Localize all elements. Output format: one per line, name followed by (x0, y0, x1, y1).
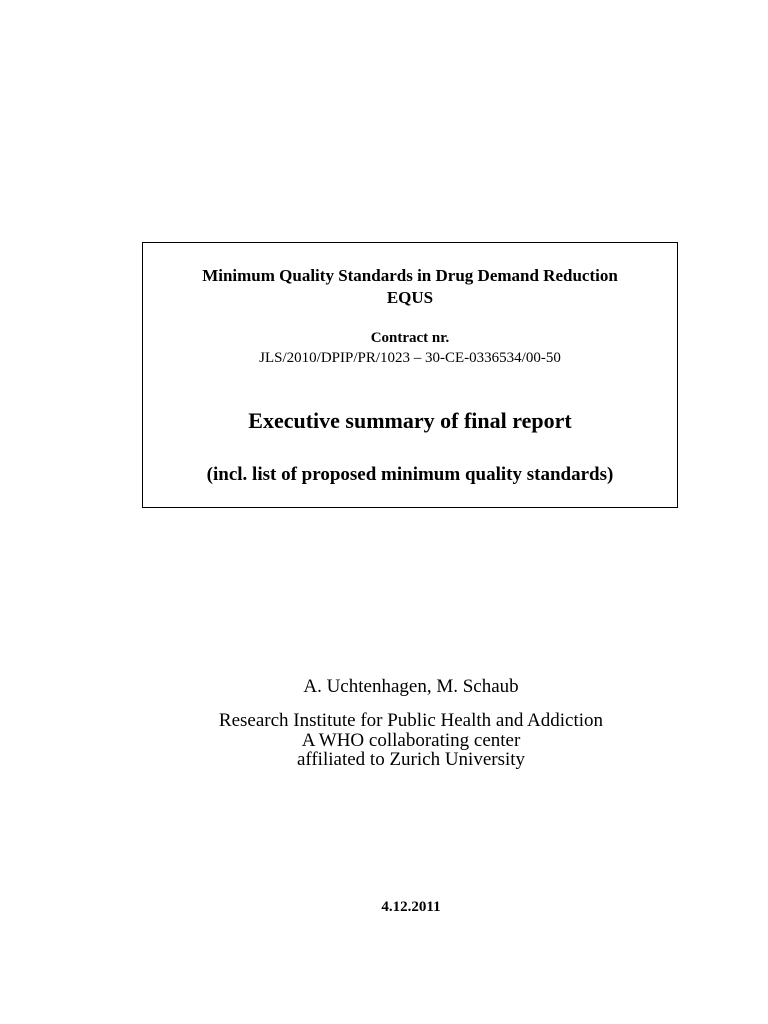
report-date: 4.12.2011 (381, 899, 441, 915)
contract-label: Contract nr. (370, 330, 450, 346)
project-title: Minimum Quality Standards in Drug Demand Reduction (202, 266, 618, 285)
affiliation-institute: Research Institute for Public Health and Addiction (218, 710, 604, 731)
affiliation-university: affiliated to Zurich University (296, 749, 526, 770)
contract-number: JLS/2010/DPIP/PR/1023 – 30-CE-0336534/00-50 (259, 350, 561, 366)
document-subtitle: (incl. list of proposed minimum quality standards) (206, 464, 614, 485)
title-box (142, 242, 678, 508)
document-title: Executive summary of final report (248, 408, 572, 433)
project-acronym: EQUS (386, 288, 434, 307)
authors: A. Uchtenhagen, M. Schaub (303, 676, 519, 697)
affiliation-who-status: A WHO collaborating center (301, 730, 521, 751)
